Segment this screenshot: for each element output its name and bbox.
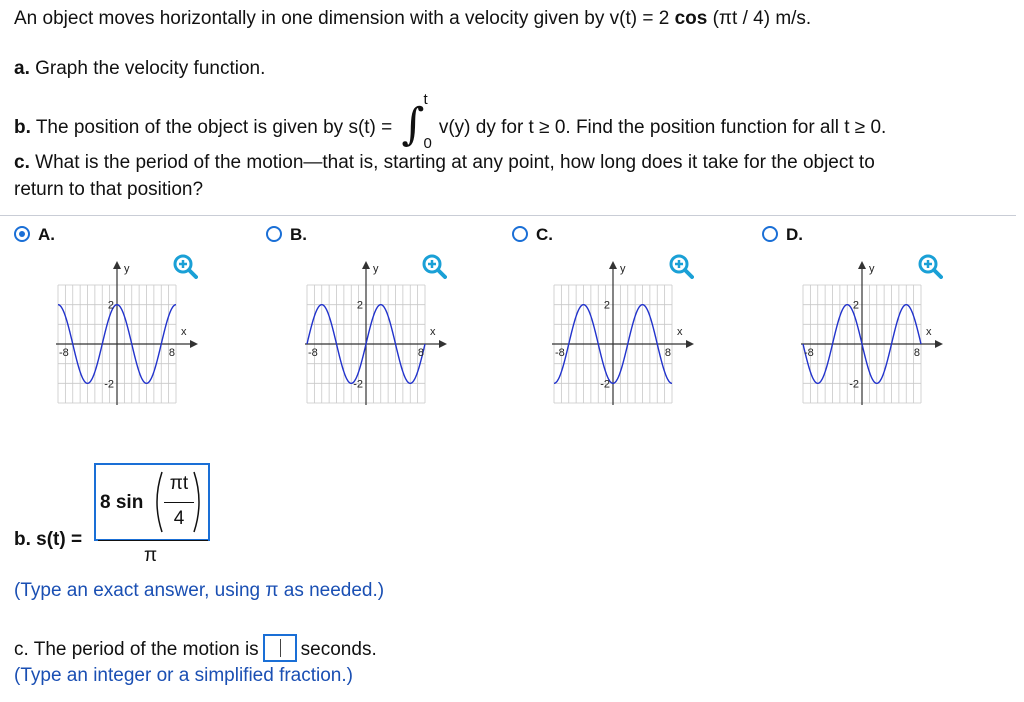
x-axis-label: x [926,326,932,338]
x-min-label: -8 [308,347,318,359]
y-min-label: -2 [104,378,114,391]
x-min-label: -8 [555,347,565,359]
part-b-text: b. The position of the object is given by s(t) = ∫ t 0 v(y) dy for t ≥ 0. Find the position function for all t ≥ 0. [14,91,887,152]
x-axis-label: x [181,326,187,338]
answer-b-denominator: π [144,545,158,566]
option-a[interactable]: A. [14,225,55,245]
main-fraction-bar [98,540,208,541]
period-input[interactable] [263,634,297,662]
answer-b-coef: 8 sin [100,492,144,513]
option-c[interactable]: C. [512,225,553,245]
answer-c-hint: (Type an integer or a simplified fraction.) [14,665,353,686]
option-b[interactable]: B. [266,225,307,245]
y-max-label: 2 [107,299,114,312]
x-min-label: -8 [804,347,814,359]
radio-selected-icon[interactable] [14,226,30,242]
section-divider [0,215,1016,216]
zoom-in-icon[interactable] [668,253,694,279]
y-axis-arrow-icon [609,261,617,269]
y-axis-label: y [620,263,626,275]
graph-option-a[interactable] [50,255,200,415]
x-axis-arrow-icon [439,340,447,348]
y-axis-arrow-icon [858,261,866,269]
y-axis-label: y [373,263,379,275]
x-max-label: 8 [664,347,671,359]
option-d[interactable]: D. [762,225,803,245]
y-min-label: -2 [600,378,610,391]
y-min-label: -2 [353,378,363,391]
radio-icon[interactable] [512,226,528,242]
radio-icon[interactable] [762,226,778,242]
y-axis-arrow-icon [113,261,121,269]
integral-sign: ∫ t 0 [401,91,432,152]
part-c-text-cont: return to that position? [14,179,204,200]
zoom-in-icon[interactable] [421,253,447,279]
y-max-label: 2 [356,299,363,312]
answer-b-label: b. s(t) = [14,529,83,550]
x-axis-label: x [677,326,683,338]
x-min-label: -8 [59,347,69,359]
y-max-label: 2 [852,299,859,312]
y-max-label: 2 [603,299,610,312]
answer-b-inner-num: πt [169,473,189,494]
inner-fraction-bar [164,502,194,503]
zoom-in-icon[interactable] [917,253,943,279]
zoom-in-icon[interactable] [172,253,198,279]
x-axis-arrow-icon [190,340,198,348]
answer-c-line: c. The period of the motion is seconds. [14,634,377,662]
graph-option-b[interactable] [299,255,449,415]
y-axis-arrow-icon [362,261,370,269]
graph-option-c[interactable] [546,255,696,415]
y-axis-label: y [869,263,875,275]
x-max-label: 8 [913,347,920,359]
y-axis-label: y [124,263,130,275]
x-axis-arrow-icon [935,340,943,348]
y-min-label: -2 [849,378,859,391]
question-stem: An object moves horizontally in one dimension with a velocity given by v(t) = 2 cos (πt / 4) m/s. [14,8,812,29]
part-a-text: a. Graph the velocity function. [14,58,266,79]
part-c-text: c. What is the period of the motion—that is, starting at any point, how long does it take for the object to [14,152,875,173]
answer-b-hint: (Type an exact answer, using π as needed.) [14,580,385,601]
x-max-label: 8 [168,347,175,359]
radio-icon[interactable] [266,226,282,242]
graph-option-d[interactable] [795,255,945,415]
x-max-label: 8 [417,347,424,359]
answer-b-inner-den: 4 [173,508,185,529]
x-axis-label: x [430,326,436,338]
x-axis-arrow-icon [686,340,694,348]
